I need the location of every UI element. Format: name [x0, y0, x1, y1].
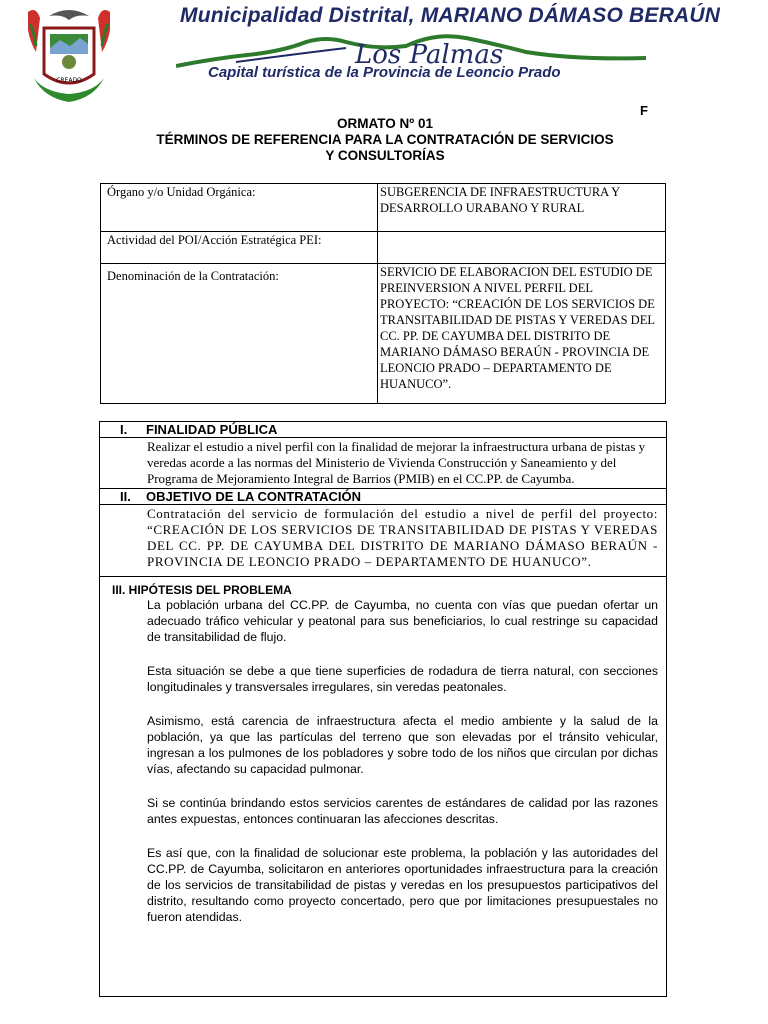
section-1-heading — [100, 422, 666, 438]
info-label: Órgano y/o Unidad Orgánica: — [101, 184, 378, 232]
title-line-2: TÉRMINOS DE REFERENCIA PARA LA CONTRATACIÓN DE SERVICIOS — [156, 132, 614, 147]
table-row — [101, 232, 666, 264]
info-value — [378, 232, 666, 264]
info-table — [100, 183, 666, 404]
paragraph: Esta situación se debe a que tiene superficies de rodadura de tierra natural, con secciones longitudinales y transversales irregulares, sin veredas peatonales. — [147, 664, 658, 694]
paragraph: La población urbana del CC.PP. de Cayumba, no cuenta con vías que puedan ofertar un adecuado tráfico vehicular y peatonal para sus beneficiarios, lo cual restringe su capacidad de transitabilidad de flujo. — [147, 598, 658, 644]
title-line-1: ORMATO Nº 01 — [337, 116, 433, 131]
tagline: Capital turística de la Provincia de Leoncio Prado — [208, 64, 561, 81]
section-2-title: OBJETIVO DE LA CONTRATACIÓN — [146, 489, 361, 504]
municipality-name: Municipalidad Distrital, MARIANO DÁMASO BERAÚN — [180, 4, 721, 27]
section-1-number: I. — [120, 422, 128, 437]
municipal-crest-icon — [24, 2, 114, 108]
script-town-name: Los Palmas — [355, 40, 504, 70]
form-letter: F — [640, 103, 648, 118]
section-1-title: FINALIDAD PÚBLICA — [146, 422, 278, 437]
info-label: Denominación de la Contratación: — [101, 264, 378, 404]
info-value: SERVICIO DE ELABORACION DEL ESTUDIO DE PREINVERSION A NIVEL PERFIL DEL PROYECTO: “CREACIÓN DE LOS SERVICIOS DE TRANSITABILIDAD DE PISTAS Y VEREDAS DEL CC. PP. DE CAYUMBA DEL DISTRITO DE MARIANO DÁMASO BERAÚN - PROVINCIA DE LEONCIO PRADO – DEPARTAMENTO DE HUANUCO”. — [378, 264, 666, 404]
section-1-body: Realizar el estudio a nivel perfil con la finalidad de mejorar la infraestructura urbana de pistas y veredas acorde a las normas del Ministerio de Vivienda Construcción y Saneamiento y del Programa de Mejoramiento Integral de Barrios (PMIB) en el CC.PP. de Cayumba. — [100, 438, 666, 489]
document-title — [100, 116, 670, 164]
section-3-heading: III. HIPÓTESIS DEL PROBLEMA — [112, 583, 292, 597]
letterhead — [0, 0, 768, 110]
section-2-body: Contratación del servicio de formulación del estudio a nivel de perfil del proyecto: “CREACIÓN DE LOS SERVICIOS DE TRANSITABILIDAD DE PISTAS Y VEREDAS DEL CC. PP. DE CAYUMBA DEL DISTRITO DE MARIANO DÁMASO BERAÚN - PROVINCIA DE LEONCIO PRADO – DEPARTAMENTO DE HUANUCO”. — [100, 505, 666, 577]
paragraph: Si se continúa brindando estos servicios carentes de estándares de calidad por las razones antes expuestas, entonces continuaran las afecciones descritas. — [147, 796, 658, 826]
paragraph: Es así que, con la finalidad de solucionar este problema, la población y las autoridades del CC.PP. de Cayumba, solicitaron en anteriores oportunidades infraestructura para la creación de los servicios de transitabilidad de pistas y veredas en los presupuestos participativos del distrito, resultando como proyecto concertado, pero que por limitaciones presupuestales no fueron atendidas. — [147, 846, 658, 924]
title-line-3: Y CONSULTORÍAS — [325, 148, 445, 163]
section-3-body — [100, 597, 666, 925]
info-value: SUBGERENCIA DE INFRAESTRUCTURA Y DESARROLLO URABANO Y RURAL — [378, 184, 666, 232]
paragraph: Asimismo, está carencia de infraestructura afecta el medio ambiente y la salud de la población, ya que las partículas del terreno que son elevadas por el tránsito vehicular, ingresan a los pulmones de los pobladores y sobre todo de los niños que circulan por dichas vías, afectando su capacidad pulmonar. — [147, 714, 658, 776]
section-2-heading — [100, 489, 666, 505]
sections-box — [99, 421, 667, 997]
section-2-number: II. — [120, 489, 131, 504]
table-row — [101, 184, 666, 232]
crest-label: CREADO — [56, 77, 82, 84]
info-label: Actividad del POI/Acción Estratégica PEI: — [101, 232, 378, 264]
table-row — [101, 264, 666, 404]
